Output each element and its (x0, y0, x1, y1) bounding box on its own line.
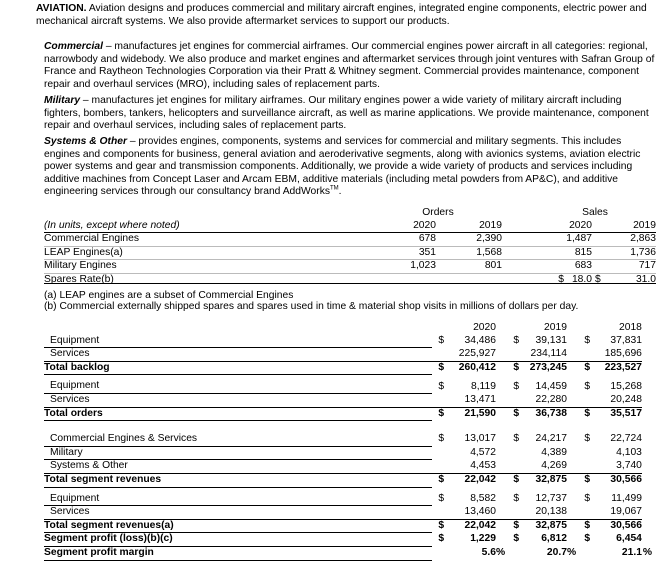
percent-symbol (496, 519, 505, 533)
value-cell: 35,517 (590, 407, 642, 421)
orders-2019-cell: 2,390 (476, 233, 502, 245)
table-row (44, 380, 652, 393)
intro-paragraph (36, 3, 658, 28)
systems-end: . (338, 186, 342, 198)
year-header: 2020 (374, 220, 436, 233)
percent-symbol (567, 433, 576, 446)
currency-symbol: $ (432, 519, 444, 533)
percent-symbol (496, 407, 505, 421)
currency-symbol: $ (432, 407, 444, 421)
units-year-header (44, 220, 656, 233)
currency-symbol: $ (584, 334, 591, 346)
currency-symbol: $ (584, 533, 591, 545)
value-cell: 234,114 (530, 347, 567, 359)
row-label: Services (44, 348, 432, 362)
row-label: LEAP Engines(a) (44, 246, 123, 258)
currency-symbol: $ (438, 533, 445, 545)
currency-symbol (576, 393, 590, 407)
currency-symbol: $ (576, 473, 590, 487)
orders-2020-cell (374, 273, 436, 286)
currency-symbol: $ (576, 361, 590, 375)
currency-symbol (432, 446, 444, 460)
value-cell: 22,042 (444, 473, 496, 487)
units-table-row (44, 273, 656, 286)
value-cell: 37,831 (610, 334, 642, 346)
currency-symbol (505, 446, 519, 460)
orders-2019-cell: 1,568 (476, 246, 502, 258)
value-cell: 22,724 (610, 433, 642, 445)
percent-symbol (642, 446, 652, 460)
intro-text: Aviation designs and produces commercial and military aircraft engines, integrated engine components, electric power and mechanical aircraft systems. We also provide aftermarket services to support our products. (36, 3, 647, 27)
row-label: Commercial Engines (44, 233, 139, 245)
currency-symbol: $ (505, 361, 519, 375)
sales-2020-cell: 18.0 (571, 273, 592, 285)
currency-symbol: $ (513, 334, 520, 346)
value-cell: 19,067 (610, 505, 642, 517)
value-cell: 32,875 (519, 519, 567, 533)
value-cell: 36,738 (519, 407, 567, 421)
currency-symbol: $ (584, 433, 591, 445)
currency-symbol: $ (595, 273, 601, 285)
table-row (44, 493, 652, 506)
orders-header: Orders (422, 207, 454, 218)
value-cell: 21.1 (621, 546, 642, 558)
currency-symbol (432, 348, 444, 362)
table-row (44, 393, 652, 407)
percent-symbol (642, 335, 652, 348)
year-header: 2019 (544, 322, 567, 333)
systems-text: – provides engines, components, systems and services for commercial and military segments. This includes engines and components for business, general aviation and aeroderivative segments, along with avionics systems, aviation electric power systems and gear and transmission components. Additionally, we provide a wide variety of products and services including additive machines from Concept Laser and Arcam EBM, additive materials (including metal powders from AP&C), and additive engineering services through our consultancy brand AddWorks (44, 136, 641, 198)
financial-year-header (44, 322, 652, 335)
currency-symbol (505, 348, 519, 362)
sales-2020-cell: 683 (574, 260, 592, 272)
orders-2019-cell: 801 (484, 260, 502, 272)
percent-symbol (642, 407, 652, 421)
sales-2019-value: 1,736 (630, 246, 656, 258)
percent-symbol (642, 519, 652, 533)
financial-table (44, 322, 652, 561)
value-cell: 3,740 (616, 460, 642, 472)
currency-symbol (505, 506, 519, 520)
total-row (44, 519, 652, 533)
currency-symbol: $ (584, 492, 591, 504)
units-table-row (44, 260, 656, 274)
year-header: 2020 (473, 322, 496, 333)
row-label: Segment profit (loss)(b)(c) (44, 533, 432, 547)
currency-symbol (432, 460, 444, 474)
row-label: Spares Rate(b) (44, 273, 114, 285)
percent-symbol (567, 335, 576, 348)
currency-symbol (505, 460, 519, 474)
percent-symbol (642, 433, 652, 446)
table-row (44, 348, 652, 362)
commercial-lead: Commercial (44, 41, 103, 52)
percent-symbol (496, 473, 505, 487)
value-cell: 8,582 (470, 492, 496, 504)
currency-symbol (576, 460, 590, 474)
trademark-mark: TM (330, 185, 339, 192)
percent-symbol (496, 348, 505, 362)
percent-symbol (567, 407, 576, 421)
value-cell: 21,590 (444, 407, 496, 421)
row-label: Military Engines (44, 260, 117, 272)
value-cell: 185,696 (604, 347, 642, 359)
percent-symbol (567, 493, 576, 506)
value-cell: 32,875 (519, 473, 567, 487)
value-cell: 15,268 (610, 380, 642, 392)
units-table (44, 207, 656, 287)
sales-2019-cell (592, 273, 656, 286)
percent-symbol (496, 380, 505, 393)
total-row (44, 473, 652, 487)
percent-symbol (642, 533, 652, 547)
orders-2020-cell: 678 (418, 233, 436, 245)
currency-symbol: $ (558, 273, 564, 285)
currency-symbol: $ (505, 473, 519, 487)
percent-symbol (496, 361, 505, 375)
value-cell: 4,572 (470, 446, 496, 458)
value-cell: 22,042 (444, 519, 496, 533)
row-label: Commercial Engines & Services (44, 433, 432, 446)
table-row (44, 460, 652, 474)
currency-symbol: $ (505, 519, 519, 533)
note-b: (b) Commercial externally shipped spares and spares used in time & material shop visits in millions of dollars per day. (44, 301, 579, 312)
currency-symbol (432, 393, 444, 407)
table-row (44, 446, 652, 460)
currency-symbol (432, 506, 444, 520)
value-cell: 24,217 (535, 433, 567, 445)
value-cell: 13,460 (464, 505, 496, 517)
currency-symbol: $ (438, 334, 445, 346)
value-cell: 11,499 (611, 492, 642, 504)
units-table-bottom-rule (44, 283, 656, 284)
total-row (44, 546, 652, 560)
sales-2020-cell: 815 (574, 246, 592, 258)
units-table-row (44, 233, 656, 247)
orders-2019-cell (436, 273, 502, 286)
row-label: Services (44, 393, 432, 407)
row-label: Total segment revenues(a) (44, 519, 432, 533)
value-cell: 8,119 (470, 380, 496, 392)
sales-2019-cell (592, 233, 656, 247)
percent-symbol (567, 348, 576, 362)
value-cell: 12,737 (535, 492, 567, 504)
percent-symbol (496, 460, 505, 474)
year-header: 2019 (592, 220, 656, 233)
percent-symbol (496, 493, 505, 506)
sales-2019-cell (592, 246, 656, 260)
value-cell: 30,566 (590, 473, 642, 487)
sales-2019-cell (592, 260, 656, 274)
value-cell: 223,527 (590, 361, 642, 375)
units-label: (In units, except where noted) (44, 220, 374, 233)
percent-symbol (496, 335, 505, 348)
orders-2020-cell: 351 (418, 246, 436, 258)
row-label: Total orders (44, 407, 432, 421)
currency-symbol (576, 506, 590, 520)
percent-symbol (496, 393, 505, 407)
row-label: Systems & Other (44, 460, 432, 474)
percent-symbol (496, 433, 505, 446)
percent-symbol (642, 473, 652, 487)
percent-symbol (567, 506, 576, 520)
value-cell: 13,471 (464, 393, 496, 405)
value-cell: 13,017 (464, 433, 496, 445)
value-cell: 6,454 (616, 533, 642, 545)
commercial-text: – manufactures jet engines for commercial airframes. Our commercial engines power aircraft in all categories: regional, narrowbody and widebody. We also produce and market engines and aftermarket services through joint ventures with Safran Group of France and Raytheon Technologies Corporation via their Pratt & Whitney segment. Commercial provides maintenance, component repair and overhaul services (MRO), including sales of replacement parts. (44, 41, 655, 90)
currency-symbol: $ (513, 492, 520, 504)
spacer-cell (44, 421, 652, 434)
currency-symbol: $ (576, 407, 590, 421)
row-label: Equipment (44, 493, 432, 506)
spacer-cell (502, 273, 534, 286)
percent-symbol (567, 519, 576, 533)
orders-2020-cell: 1,023 (410, 260, 436, 272)
spacer-cell (502, 233, 534, 247)
year-header: 2019 (436, 220, 502, 233)
currency-symbol: $ (438, 433, 445, 445)
table-row (44, 506, 652, 520)
percent-symbol (642, 493, 652, 506)
currency-symbol: $ (432, 473, 444, 487)
row-label: Services (44, 506, 432, 520)
percent-symbol (642, 393, 652, 407)
currency-symbol (576, 446, 590, 460)
currency-symbol (576, 348, 590, 362)
spacer-row (44, 421, 652, 434)
currency-symbol (432, 546, 444, 560)
total-row (44, 533, 652, 547)
military-lead: Military (44, 95, 81, 106)
sales-2019-value: 31.0 (635, 273, 656, 285)
percent-symbol (496, 533, 505, 547)
note-a: (a) LEAP engines are a subset of Commercial Engines (44, 290, 294, 301)
value-cell: 20,248 (610, 393, 642, 405)
value-cell: 4,269 (541, 460, 567, 472)
percent-symbol (567, 361, 576, 375)
value-cell: 4,389 (541, 446, 567, 458)
systems-paragraph (44, 136, 656, 199)
currency-symbol: $ (513, 380, 520, 392)
row-label: Total backlog (44, 361, 432, 375)
percent-symbol (642, 380, 652, 393)
year-header: 2018 (619, 322, 642, 333)
units-group-header (44, 207, 656, 220)
value-cell: 260,412 (444, 361, 496, 375)
row-label: Total segment revenues (44, 473, 432, 487)
commercial-paragraph (44, 41, 656, 91)
currency-symbol: $ (432, 361, 444, 375)
value-cell: 22,280 (535, 393, 567, 405)
currency-symbol: $ (505, 407, 519, 421)
value-cell: 30,566 (590, 519, 642, 533)
row-label: Equipment (44, 335, 432, 348)
intro-lead: AVIATION. (36, 3, 87, 14)
percent-symbol (642, 348, 652, 362)
military-paragraph (44, 95, 656, 133)
value-cell: 273,245 (519, 361, 567, 375)
table-row (44, 335, 652, 348)
value-cell: 6,812 (541, 533, 567, 545)
currency-symbol (576, 546, 590, 560)
systems-lead: Systems & Other (44, 136, 127, 147)
currency-symbol: $ (438, 380, 445, 392)
percent-symbol: % (642, 546, 652, 558)
sales-2019-value: 2,863 (630, 233, 656, 245)
sales-2020-cell: 1,487 (566, 233, 592, 245)
currency-symbol: $ (513, 433, 520, 445)
currency-symbol: $ (584, 380, 591, 392)
units-table-row (44, 246, 656, 260)
percent-symbol (567, 473, 576, 487)
percent-symbol (567, 460, 576, 474)
currency-symbol (534, 233, 564, 247)
row-label: Military (44, 446, 432, 460)
value-cell: 4,103 (616, 446, 642, 458)
percent-symbol: % (566, 546, 577, 558)
row-label: Equipment (44, 380, 432, 393)
table-row (44, 433, 652, 446)
currency-symbol (505, 546, 519, 560)
percent-symbol (567, 533, 576, 547)
year-header: 2020 (564, 220, 592, 233)
percent-symbol (496, 506, 505, 520)
percent-symbol (642, 460, 652, 474)
percent-symbol (567, 380, 576, 393)
value-cell: 34,486 (464, 334, 496, 346)
spacer-cell (502, 260, 534, 274)
percent-symbol (642, 361, 652, 375)
sales-header: Sales (582, 207, 608, 218)
value-cell: 39,131 (535, 334, 567, 346)
percent-symbol (567, 446, 576, 460)
percent-symbol (496, 446, 505, 460)
total-row (44, 407, 652, 421)
row-label: Segment profit margin (44, 546, 432, 560)
value-cell: 4,453 (470, 460, 496, 472)
value-cell: 20,138 (535, 505, 567, 517)
total-row (44, 361, 652, 375)
value-cell: 14,459 (535, 380, 567, 392)
currency-symbol: $ (576, 519, 590, 533)
sales-2019-value: 717 (638, 260, 656, 272)
percent-symbol (567, 393, 576, 407)
percent-symbol (642, 506, 652, 520)
spacer-cell (502, 246, 534, 260)
military-text: – manufactures jet engines for military airframes. Our military engines power a wide variety of military aircraft including fighters, bombers, tankers, helicopters and surveillance aircraft, as well as marine applications. We provide maintenance, component repair and overhaul services, including sales of replacement parts. (44, 95, 649, 132)
currency-symbol: $ (513, 533, 520, 545)
currency-symbol (534, 260, 564, 274)
percent-symbol: % (495, 546, 506, 558)
currency-symbol: $ (438, 492, 445, 504)
value-cell: 225,927 (458, 347, 496, 359)
value-cell: 5.6 (481, 546, 496, 558)
value-cell: 20.7 (546, 546, 567, 558)
value-cell: 1,229 (470, 533, 496, 545)
currency-symbol (534, 246, 564, 260)
currency-symbol (505, 393, 519, 407)
